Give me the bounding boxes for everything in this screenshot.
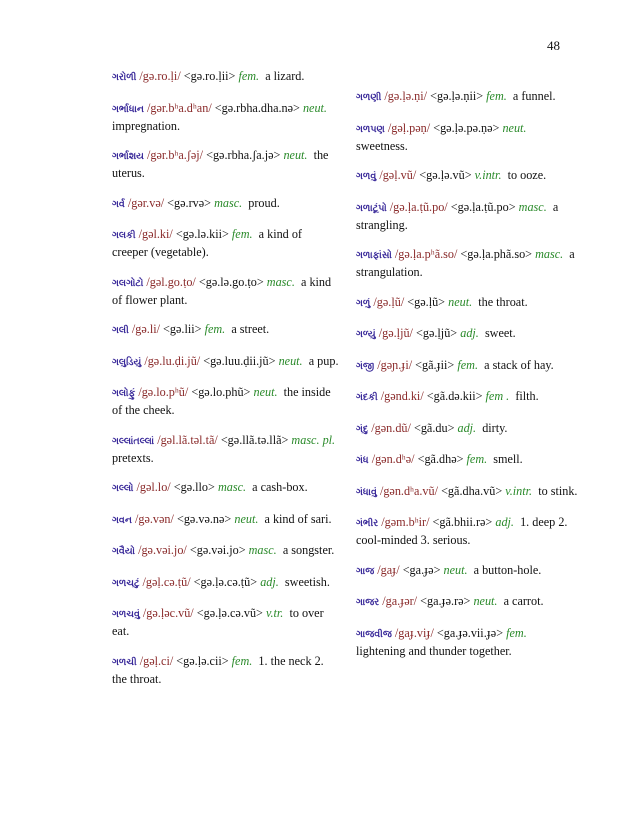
definition: a kind of sari. [264,511,332,526]
dictionary-entry [112,542,340,560]
headword: ગલોફું [112,388,136,399]
orthographic-transcription: <gə.ḷə.cə.ṭũ> [193,574,258,589]
dictionary-entry [356,325,578,343]
dictionary-entry [356,388,578,406]
orthographic-transcription: <gə.ḷa.ṭũ.po> [450,199,516,214]
phonemic-transcription: /gə.lu.ḍi.jũ/ [144,353,201,368]
definition: sweetness. [356,138,408,153]
phonemic-transcription: /gaɟ/ [377,562,400,577]
phonemic-transcription: /gər.və/ [127,195,165,210]
orthographic-transcription: <gə.lə.go.ṭo> [198,274,264,289]
headword: ગલી [112,325,129,336]
orthographic-transcription: <ga.ɟə> [402,562,441,577]
part-of-speech: fem. [231,227,253,241]
headword: ગળપણ [356,123,385,135]
headword: ગંદકી [356,392,378,403]
definition: a pup. [308,353,339,368]
definition: a cash-box. [252,480,308,494]
dictionary-entry [356,451,578,469]
part-of-speech: neut. [443,562,468,577]
definition: filth. [515,389,539,403]
phonemic-transcription: /gən.dʰa.vũ/ [379,483,439,498]
part-of-speech: masc. [248,543,277,557]
headword: ગર્ભાશય [112,151,144,162]
orthographic-transcription: <gə.lə.kii> [175,227,229,241]
part-of-speech: neut. [253,385,278,399]
dictionary-entry [112,574,340,592]
part-of-speech: neut. [502,120,527,135]
phonemic-transcription: /gəḷ.cə.ṭũ/ [142,574,191,589]
orthographic-transcription: <ga.ɟə.rə> [420,594,471,608]
dictionary-entry [356,246,578,280]
orthographic-transcription: <gə.ḷa.phã.so> [460,247,533,261]
headword: ગલગોટો [112,277,144,289]
part-of-speech: neut. [278,353,303,368]
orthographic-transcription: <gə.lo.phũ> [191,385,251,399]
phonemic-transcription: /gənd.ki/ [380,389,424,403]
orthographic-transcription: <gə.ḷə.cə.vũ> [196,606,263,620]
part-of-speech: neut. [234,511,259,526]
phonemic-transcription: /gən.dũ/ [371,420,411,435]
headword: ગળ્યું [356,329,376,340]
dictionary-entry [112,274,340,308]
definition: pretexts. [112,450,154,465]
orthographic-transcription: <gə.ḷə.cii> [176,653,229,668]
phonemic-transcription: /gəl.lo/ [136,480,171,494]
orthographic-transcription: <gə.ḷə.vũ> [419,168,472,182]
orthographic-transcription: <gə.rvə> [167,195,212,210]
phonemic-transcription: /gə.ḷa.pʰã.so/ [394,247,458,261]
phonemic-transcription: /gə.ro.ḷi/ [139,69,181,83]
part-of-speech: neut. [302,100,327,115]
definition: smell. [493,452,523,466]
definition: sweet. [484,326,516,340]
phonemic-transcription: /gaɟ.viɟ/ [394,625,434,640]
headword: ગંભીર [356,518,379,529]
page-number: 48 [547,38,560,53]
part-of-speech: neut. [283,148,308,162]
part-of-speech: masc. [214,195,243,210]
part-of-speech: neut. [473,594,498,608]
definition: a stack of hay. [484,357,554,372]
part-of-speech: adj. [460,326,479,340]
dictionary-entry [112,226,340,260]
headword: ગળવું [356,171,377,182]
part-of-speech: masc. [535,247,564,261]
headword: ગંજી [356,360,375,372]
part-of-speech: masc. [518,199,547,214]
dictionary-entry [112,432,340,466]
part-of-speech: fem. [204,322,226,336]
part-of-speech: v.tr. [265,606,284,620]
definition: the throat. [478,294,528,309]
headword: ગલ્લો [112,483,134,494]
part-of-speech: neut. [448,294,473,309]
phonemic-transcription: /gəl.lã.təl.tã/ [157,432,218,447]
part-of-speech: masc. [266,274,295,289]
part-of-speech: fem. [506,625,527,640]
orthographic-transcription: <gə.ḷə.pə.ṇə> [433,120,500,135]
definition: a strangulation. [356,247,575,279]
phonemic-transcription: /gəl.go.ṭo/ [146,274,196,289]
dictionary-entry [356,167,578,185]
orthographic-transcription: <gə.rbha.ʃa.jə> [206,148,281,162]
phonemic-transcription: /gəl.ki/ [138,227,173,241]
phonemic-transcription: /gə.vən/ [134,511,174,526]
headword: ગંધ [356,455,369,466]
dictionary-entry [356,88,578,106]
headword: ગલ્લાંતલ્લાં [112,435,155,447]
definition: a button-hole. [473,562,542,577]
orthographic-transcription: <ga.ɟə.vii.ɟə> [436,625,504,640]
part-of-speech: v.intr. [505,483,533,498]
dictionary-entry [356,294,578,312]
orthographic-transcription: <gã.də.kii> [426,389,483,403]
definition: the uterus. [112,148,329,180]
headword: ગળચટું [112,577,140,589]
dictionary-entry [356,357,578,375]
definition: a kind of creeper (vegetable). [112,227,302,259]
definition: to stink. [538,483,578,498]
orthographic-transcription: <gə.ḷə.ṇii> [430,89,484,103]
orthographic-transcription: <gã.dha.vũ> [441,483,503,498]
dictionary-entry [356,562,578,580]
part-of-speech: fem. [466,452,488,466]
part-of-speech: fem. [231,653,253,668]
phonemic-transcription: /gə.ḷũ/ [373,294,405,309]
dictionary-entry [112,653,340,687]
dictionary-entry [112,479,340,497]
dictionary-entry [112,68,340,86]
phonemic-transcription: /gə.ḷjũ/ [378,326,413,340]
phonemic-transcription: /gə.li/ [131,322,160,336]
headword: ગળચવું [112,609,140,620]
headword: ગાજર [356,597,380,608]
orthographic-transcription: <gə.lii> [163,322,202,336]
orthographic-transcription: <gã.bhii.rə> [432,515,493,529]
headword: ગવન [112,514,132,526]
dictionary-entry [112,321,340,339]
definition: the inside of the cheek. [112,385,331,417]
headword: ગર્વ [112,198,125,210]
headword: ગળાફાંસો [356,250,392,261]
definition: impregnation. [112,118,181,133]
definition: sweetish. [284,574,330,589]
phonemic-transcription: /gən.dʰə/ [371,452,415,466]
part-of-speech: v.intr. [474,168,502,182]
headword: ગલકી [112,230,136,241]
headword: ગાજ [356,565,375,577]
definition: dirty. [482,420,508,435]
orthographic-transcription: <gə.llã.tə.llã> [220,432,289,447]
dictionary-entry [356,420,578,438]
orthographic-transcription: <gã.dhə> [417,452,464,466]
definition: lightening and thunder together. [356,643,512,658]
definition: a lizard. [265,69,305,83]
dictionary-entry [112,195,340,213]
headword: ગર્ભાધાન [112,103,144,115]
part-of-speech: fem . [485,389,510,403]
part-of-speech: masc. pl. [291,432,336,447]
headword: ગંધાવું [356,486,377,498]
part-of-speech: fem. [238,69,260,83]
orthographic-transcription: <gə.luu.ḍii.jũ> [203,353,276,368]
orthographic-transcription: <gə.ḷjũ> [416,326,458,340]
phonemic-transcription: /gəḷ.vũ/ [379,168,417,182]
part-of-speech: adj. [495,515,514,529]
definition: a kind of flower plant. [112,274,332,307]
definition: to over eat. [112,606,324,638]
dictionary-entry [356,483,578,501]
dictionary-entry [112,100,340,134]
part-of-speech: adj. [260,574,279,589]
orthographic-transcription: <gã.du> [413,420,455,435]
part-of-speech: fem. [486,89,507,103]
headword: ગવૈયો [112,546,136,557]
dictionary-entry [112,384,340,418]
dictionary-entry [356,625,578,659]
orthographic-transcription: <gə.ḷũ> [407,294,446,309]
headword: ગાજવીજ [356,628,392,640]
right-column [356,88,578,672]
orthographic-transcription: <gã.ɟii> [415,357,455,372]
phonemic-transcription: /gə.vəi.jo/ [138,543,187,557]
orthographic-transcription: <gə.rbha.dha.nə> [214,100,300,115]
definition: a funnel. [512,89,556,103]
dictionary-entry [112,147,340,181]
definition: a street. [231,322,270,336]
definition: a songster. [282,543,335,557]
phonemic-transcription: /gə.ḷəc.vũ/ [142,606,194,620]
part-of-speech: fem. [457,357,479,372]
definition: a carrot. [503,594,544,608]
headword: ગળાટૂંપો [356,202,387,214]
phonemic-transcription: /gə.ḷa.ṭũ.po/ [389,199,448,214]
definition: 1. the neck 2. the throat. [112,653,324,686]
dictionary-entry [356,120,578,154]
dictionary-entry [112,353,340,371]
orthographic-transcription: <gə.ro.ḷii> [183,69,236,83]
phonemic-transcription: /gəm.bʰir/ [381,515,430,529]
orthographic-transcription: <gə.vəi.jo> [189,543,246,557]
phonemic-transcription: /gər.bʰa.dʰan/ [147,100,212,115]
dictionary-entry [356,514,578,548]
phonemic-transcription: /gəḷ.pəṇ/ [387,120,431,135]
phonemic-transcription: /gə.lo.pʰũ/ [138,385,189,399]
headword: ગરોળી [112,72,137,83]
left-column [112,68,340,700]
headword: ગલુડિયું [112,356,142,368]
phonemic-transcription: /gəḷ.ci/ [139,653,174,668]
headword: ગળણી [356,92,382,103]
definition: a strangling. [356,199,559,232]
phonemic-transcription: /gər.bʰa.ʃəj/ [147,148,204,162]
phonemic-transcription: /ga.ɟər/ [382,594,418,608]
definition: proud. [248,195,280,210]
part-of-speech: masc. [217,480,247,494]
orthographic-transcription: <gə.llo> [173,480,215,494]
dictionary-entry [112,605,340,639]
phonemic-transcription: /gə.ḷə.ṇi/ [384,89,428,103]
definition: 1. deep 2. cool-minded 3. serious. [356,515,568,547]
dictionary-entry [112,511,340,529]
definition: to ooze. [507,168,547,182]
headword: ગળું [356,297,371,309]
phonemic-transcription: /gəɲ.ɟi/ [377,357,413,372]
dictionary-entry [356,199,578,233]
headword: ગંદુ [356,423,369,435]
part-of-speech: adj. [457,420,477,435]
dictionary-entry [356,593,578,611]
headword: ગળચી [112,656,137,668]
orthographic-transcription: <gə.və.nə> [176,511,232,526]
